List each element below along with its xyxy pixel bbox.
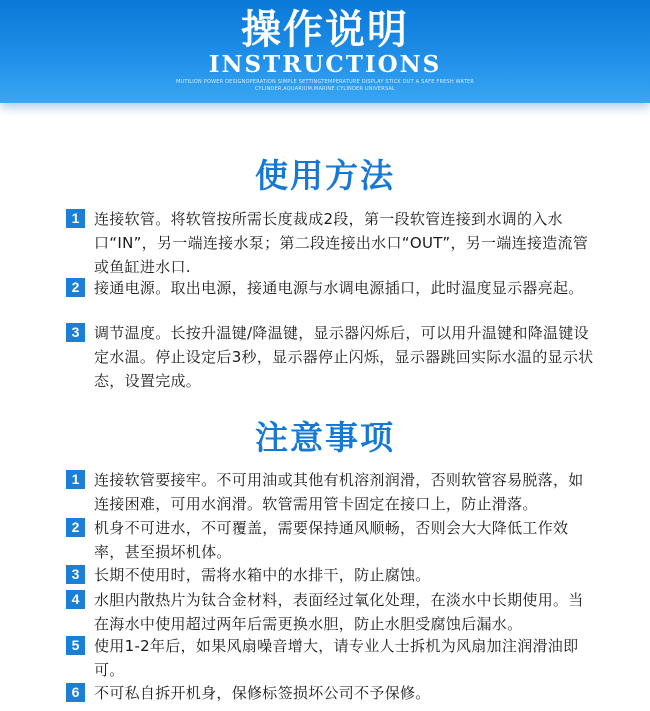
banner-small-text: MUTILION POWER DESIGNOPERATION SIMPLE SETTINGTEMPERATURE DISPLAY STICK OUT A SAFE FRESH WATER CYLINDER,AQUARIUM,MARINE CYLINDER UNIVERSAL: [175, 79, 475, 92]
note-number-badge: 1: [66, 470, 85, 489]
note-number-badge: 2: [66, 518, 85, 537]
note-item: [66, 681, 596, 705]
note-item: [66, 516, 596, 564]
usage-item: [66, 207, 596, 279]
note-item-text: 不可私自拆开机身，保修标签损坏公司不予保修。: [94, 684, 431, 702]
note-item: [66, 468, 596, 516]
note-number-badge: 4: [66, 590, 85, 609]
usage-item-text: 接通电源。取出电源，接通电源与水调电源插口，此时温度显示器亮起。: [94, 279, 584, 297]
note-item-text: 使用1-2年后，如果风扇噪音增大，请专业人士拆机为风扇加注润滑油即可。: [94, 637, 579, 679]
usage-item-text: 连接软管。将软管按所需长度裁成2段，第一段软管连接到水调的入水口“IN”，另一端连接水泵；第二段连接出水口“OUT”，另一端连接造流管或鱼缸进水口.: [94, 210, 589, 276]
usage-item-text: 调节温度。长按升温键/降温键，显示器闪烁后，可以用升温键和降温键设定水温。停止设定后3秒，显示器停止闪烁，显示器跳回实际水温的显示状态，设置完成。: [94, 324, 594, 390]
usage-item: [66, 321, 596, 393]
note-number-badge: 6: [66, 683, 85, 702]
note-item-text: 水胆内散热片为钛合金材料，表面经过氧化处理，在淡水中长期使用。当在海水中使用超过两年后需更换水胆，防止水胆受腐蚀后漏水。: [94, 591, 584, 633]
page-subtitle: INSTRUCTIONS: [208, 51, 442, 78]
header-banner: [0, 0, 650, 103]
note-item-text: 连接软管要接牢。不可用油或其他有机溶剂润滑，否则软管容易脱落，如连接困难，可用水润滑。软管需用管卡固定在接口上，防止滑落。: [94, 471, 584, 513]
note-item: [66, 563, 596, 587]
step-number-badge: 3: [66, 323, 85, 342]
note-item: [66, 634, 596, 682]
note-number-badge: 5: [66, 636, 85, 655]
page-title: 操作说明: [241, 7, 409, 53]
step-number-badge: 2: [66, 278, 85, 297]
step-number-badge: 1: [66, 209, 85, 228]
usage-section-title: 使用方法: [255, 156, 395, 195]
note-item-text: 机身不可进水，不可覆盖，需要保持通风顺畅，否则会大大降低工作效率，甚至损坏机体。: [94, 519, 569, 561]
note-item-text: 长期不使用时，需将水箱中的水排干，防止腐蚀。: [94, 566, 431, 584]
usage-item: [66, 276, 596, 300]
note-item: [66, 588, 596, 636]
notes-section-title: 注意事项: [255, 418, 395, 457]
note-number-badge: 3: [66, 565, 85, 584]
